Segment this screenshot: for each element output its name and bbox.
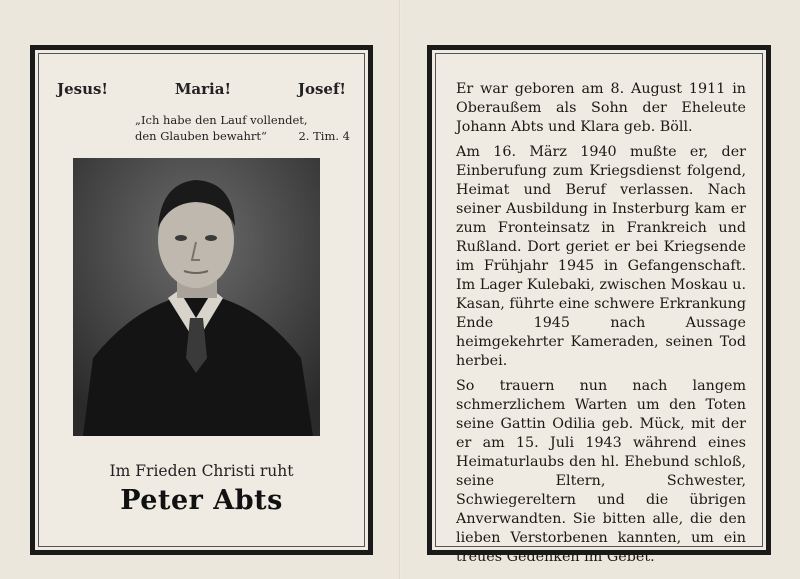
quote-reference: 2. Tim. 4 [298, 129, 350, 143]
biography-paragraph-birth: Er war geboren am 8. August 1911 in Oberaußem als Sohn der Eheleute Johann Abts und Klara geb. Böll. [456, 81, 746, 135]
portrait-photo [73, 158, 320, 436]
left-panel [30, 45, 373, 555]
quote-line-2: den Glauben bewahrt“ [135, 129, 267, 143]
portrait-icon [73, 158, 320, 436]
biography-paragraph-mourning: So trauern nun nach langem schmerzlichem Warten um den Toten seine Gattin Odilia geb. Mück, mit der er am 15. Juli 1943 während eines Heimaturlaubs den hl. Ehebund schloß, seine Eltern, Schwester, Schwiegereltern und die übrigen Anverwandten. Sie bitten alle, die den lieben Verstorbenen kannten, um ein treues Gedenken im Gebet. [456, 378, 746, 565]
invocation-jesus: Jesus! [57, 80, 109, 98]
biography-paragraph-war: Am 16. März 1940 mußte er, der Einberufung zum Kriegsdienst folgend, Heimat und Beruf verlassen. Nach seiner Ausbildung in Insterburg kam er zum Fronteinsatz in Frankreich und Rußland. Dort geriet er bei Kriegsende im Frühjahr 1945 in Gefangenschaft. Im Lager Kulebaki, zwischen Moskau u. Kasan, führte eine schwere Erkrankung Ende 1945 nach Aussage heimgekehrter Kameraden, seinen Tod herbei. [456, 144, 746, 369]
invocation-maria: Maria! [174, 80, 232, 98]
invocation-josef: Josef! [297, 80, 346, 98]
deceased-name: Peter Abts [120, 485, 283, 516]
invocation-header [57, 80, 346, 98]
card-fold [399, 0, 401, 579]
quote-line-1: „Ich habe den Lauf vollendet, [135, 113, 308, 127]
right-panel [427, 45, 771, 565]
bible-quote [135, 112, 350, 144]
biography-text [456, 80, 746, 573]
rest-in-peace-line: Im Frieden Christi ruht [109, 462, 294, 480]
